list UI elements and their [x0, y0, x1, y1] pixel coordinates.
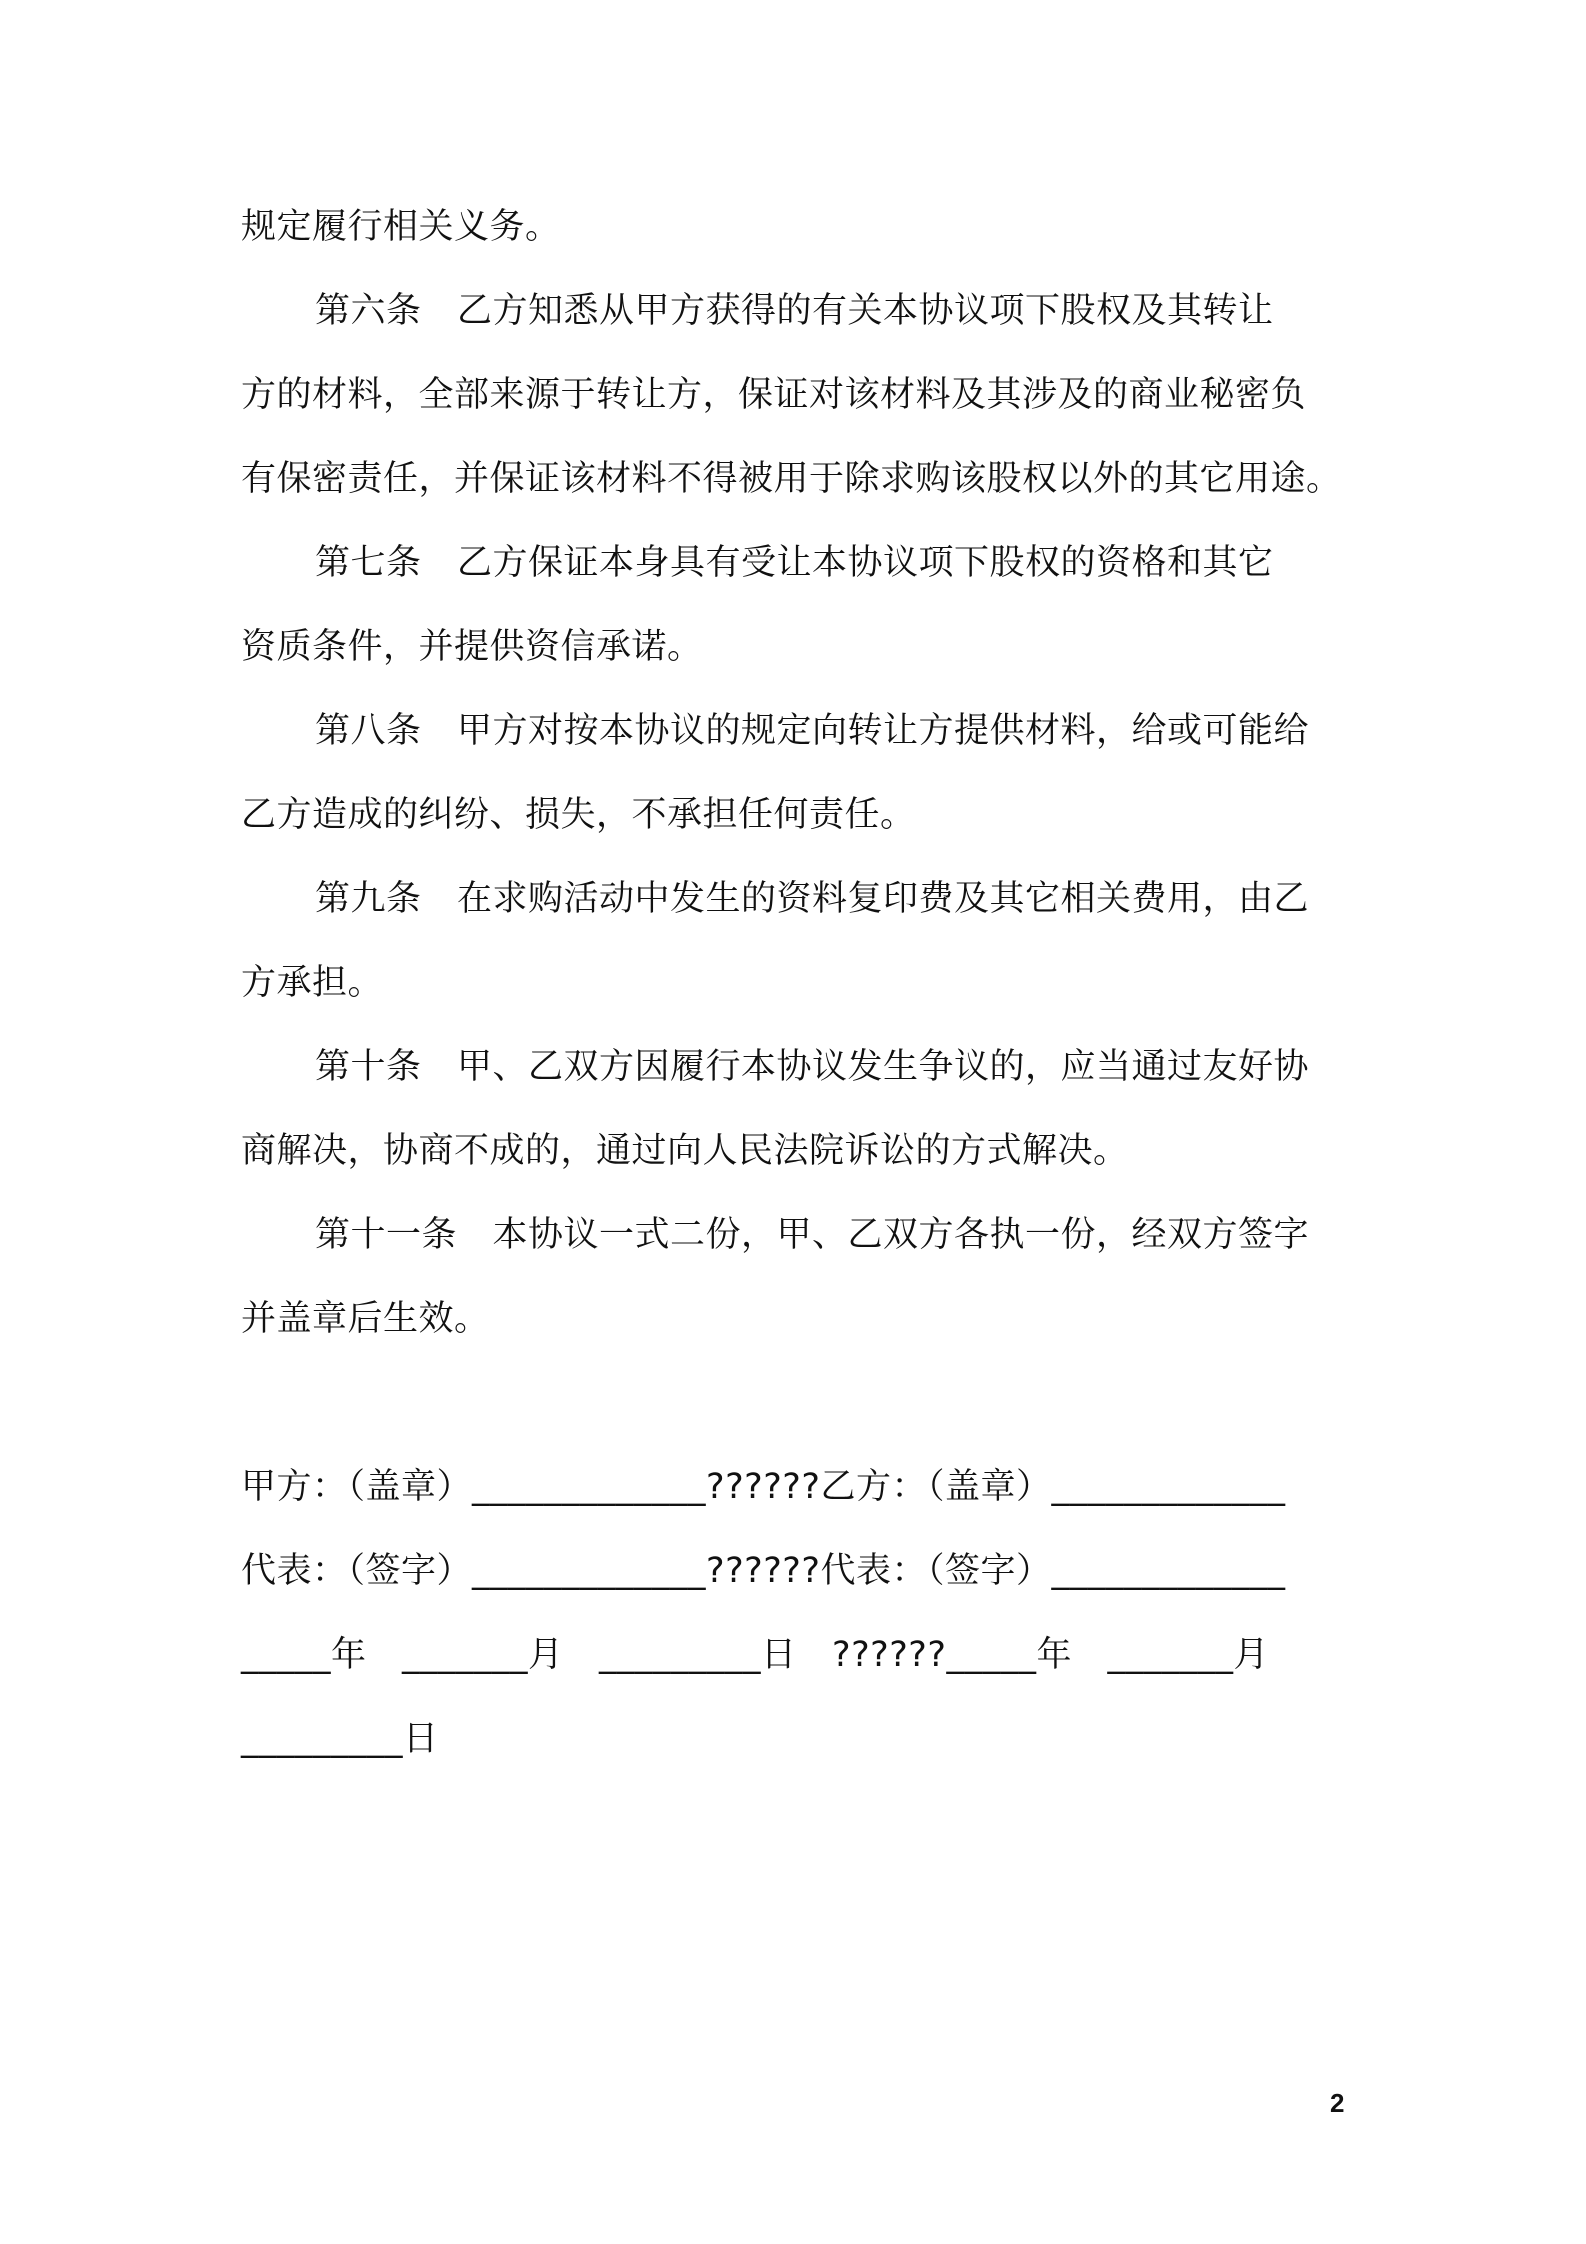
article-9-line-2: 方承担。	[241, 963, 384, 1003]
article-11-line-1: 第十一条 本协议一式二份，甲、乙双方各执一份，经双方签字	[315, 1215, 1310, 1255]
article-8-line-2: 乙方造成的纠纷、损失，不承担任何责任。	[241, 795, 916, 835]
signature-date-day-line: _________日	[241, 1719, 439, 1759]
article-10-line-2: 商解决，协商不成的，通过向人民法院诉讼的方式解决。	[241, 1131, 1129, 1171]
page-number: 2	[1330, 2088, 1345, 2118]
article-10-line-1: 第十条 甲、乙双方因履行本协议发生争议的，应当通过友好协	[315, 1047, 1310, 1087]
signature-representative-line: 代表：（签字）_____________??????代表：（签字）_____________	[241, 1551, 1286, 1591]
article-8-line-1: 第八条 甲方对按本协议的规定向转让方提供材料，给或可能给	[315, 711, 1310, 751]
signature-date-line: _____年 _______月 _________日 ??????_____年 _______月	[241, 1635, 1269, 1675]
article-7-line-1: 第七条 乙方保证本身具有受让本协议项下股权的资格和其它	[315, 543, 1274, 583]
paragraph-line: 规定履行相关义务。	[241, 207, 561, 247]
signature-seal-line: 甲方：（盖章）_____________??????乙方：（盖章）_____________	[241, 1467, 1286, 1507]
article-6-line-2: 方的材料，全部来源于转让方，保证对该材料及其涉及的商业秘密负	[241, 375, 1307, 415]
article-6-line-3: 有保密责任，并保证该材料不得被用于除求购该股权以外的其它用途。	[241, 459, 1342, 499]
article-11-line-2: 并盖章后生效。	[241, 1299, 490, 1339]
article-9-line-1: 第九条 在求购活动中发生的资料复印费及其它相关费用，由乙	[315, 879, 1310, 919]
article-6-line-1: 第六条 乙方知悉从甲方获得的有关本协议项下股权及其转让	[315, 291, 1274, 331]
article-7-line-2: 资质条件，并提供资信承诺。	[241, 627, 703, 667]
